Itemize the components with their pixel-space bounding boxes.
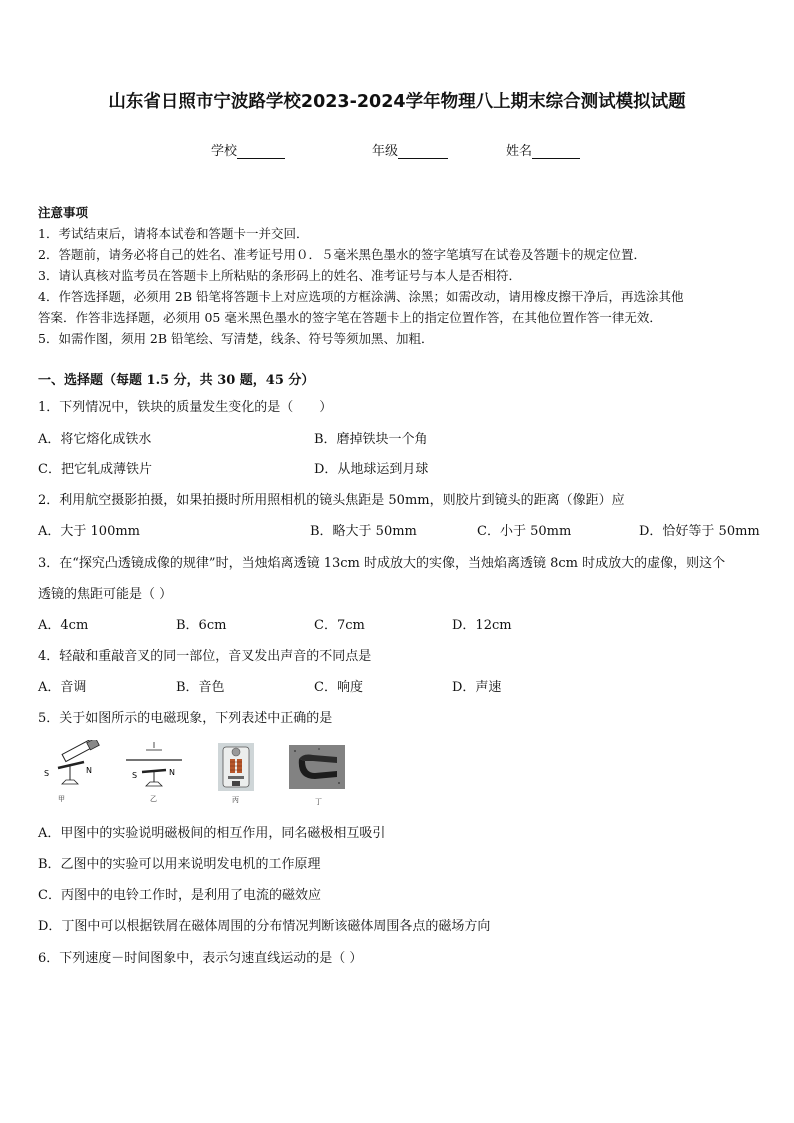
question-5-stem: 5．关于如图所示的电磁现象，下列表述中正确的是: [38, 711, 333, 726]
q1-option-a: A．将它熔化成铁水: [38, 432, 152, 447]
q4-option-d: D．声速: [452, 680, 502, 695]
page-title: 山东省日照市宁波路学校2023-2024学年物理八上期末综合测试模拟试题: [108, 92, 686, 112]
figure-jia: [40, 740, 110, 802]
figure-jia-label: 甲: [58, 795, 65, 803]
q1-option-b: B．磨掉铁块一个角: [314, 432, 428, 447]
notice-line: 答案．作答非选择题，必须用 05 毫米黑色墨水的签字笔在答题卡上的指定位置作答，在其他位置作答一律无效．: [38, 310, 662, 325]
figure-bing-label: 丙: [232, 796, 239, 804]
notice-heading: 注意事项: [38, 205, 89, 220]
pole-s-label: S: [132, 771, 138, 780]
q3-option-d: D．12cm: [452, 618, 512, 633]
grade-blank: [398, 146, 448, 159]
notice-line: 2．答题前，请务必将自己的姓名、准考证号用０．５毫米黑色墨水的签字笔填写在试卷及答题卡的规定位置．: [38, 247, 646, 262]
q5-option-b: B．乙图中的实验可以用来说明发电机的工作原理: [38, 857, 321, 872]
question-1-stem: 1．下列情况中，铁块的质量发生变化的是（ ）: [38, 400, 333, 415]
pole-n-label: N: [169, 768, 175, 777]
q2-option-c: C．小于 50mm: [477, 524, 572, 539]
horseshoe-magnet-icon: [289, 745, 345, 789]
figure-yi: [126, 740, 186, 802]
q4-option-b: B．音色: [176, 680, 225, 695]
question-3-stem: 3．在“探究凸透镜成像的规律”时，当烛焰离透镜 13cm 时成放大的实像，当烛焰离透镜 8cm 时成放大的虚像，则这个: [38, 556, 726, 571]
pole-s-label: S: [44, 769, 50, 778]
q5-option-a: A．甲图中的实验说明磁极间的相互作用，同名磁极相互吸引: [38, 826, 386, 841]
q4-option-a: A．音调: [38, 680, 87, 695]
section-title: 一、选择题（每题 1.5 分，共 30 题，45 分）: [38, 373, 315, 388]
question-3-stem-continued: 透镜的焦距可能是（ ）: [38, 587, 173, 602]
q2-option-b: B．略大于 50mm: [310, 524, 417, 539]
grade-field: [372, 140, 448, 159]
question-4-stem: 4．轻敲和重敲音叉的同一部位，音叉发出声音的不同点是: [38, 649, 372, 664]
q4-option-c: C．响度: [314, 680, 363, 695]
q5-option-d: D．丁图中可以根据铁屑在磁体周围的分布情况判断该磁体周围各点的磁场方向: [38, 919, 491, 934]
name-blank: [532, 146, 580, 159]
q3-option-b: B．6cm: [176, 618, 227, 633]
question-6-stem: 6．下列速度－时间图象中，表示匀速直线运动的是（ ）: [38, 951, 363, 966]
figure-ding: [289, 745, 349, 807]
q5-option-c: C．丙图中的电铃工作时，是利用了电流的磁效应: [38, 888, 321, 903]
notice-line: 3．请认真核对监考员在答题卡上所粘贴的条形码上的姓名、准考证号与本人是否相符．: [38, 268, 521, 283]
name-label: 姓名: [506, 144, 533, 159]
q3-option-a: A．4cm: [38, 618, 89, 633]
figure-ding-label: 丁: [315, 798, 322, 806]
figure-bing: [218, 743, 258, 805]
question-2-stem: 2．利用航空摄影拍摄，如果拍摄时所用照相机的镜头焦距是 50mm，则胶片到镜头的距离（像距）应: [38, 493, 625, 508]
q1-option-d: D．从地球运到月球: [314, 462, 429, 477]
school-blank: [237, 146, 285, 159]
electric-bell-icon: [218, 743, 254, 791]
compass-magnet-icon: [40, 740, 110, 794]
notice-line: 4．作答选择题，必须用 2B 铅笔将答题卡上对应选项的方框涂满、涂黑；如需改动，请用橡皮擦干净后，再选涂其他: [38, 289, 684, 304]
notice-line: 5．如需作图，须用 2B 铅笔绘、写清楚，线条、符号等须加黑、加粗．: [38, 331, 434, 346]
wire-compass-icon: [126, 740, 186, 794]
q1-option-c: C．把它轧成薄铁片: [38, 462, 152, 477]
school-label: 学校: [211, 144, 238, 159]
figure-yi-label: 乙: [150, 795, 157, 803]
grade-label: 年级: [372, 144, 399, 159]
q2-option-d: D．恰好等于 50mm: [639, 524, 760, 539]
school-field: [211, 140, 285, 159]
name-field: [506, 140, 580, 159]
pole-n-label: N: [86, 766, 92, 775]
notice-line: 1．考试结束后，请将本试卷和答题卡一并交回．: [38, 226, 309, 241]
q3-option-c: C．7cm: [314, 618, 365, 633]
q2-option-a: A．大于 100mm: [38, 524, 140, 539]
